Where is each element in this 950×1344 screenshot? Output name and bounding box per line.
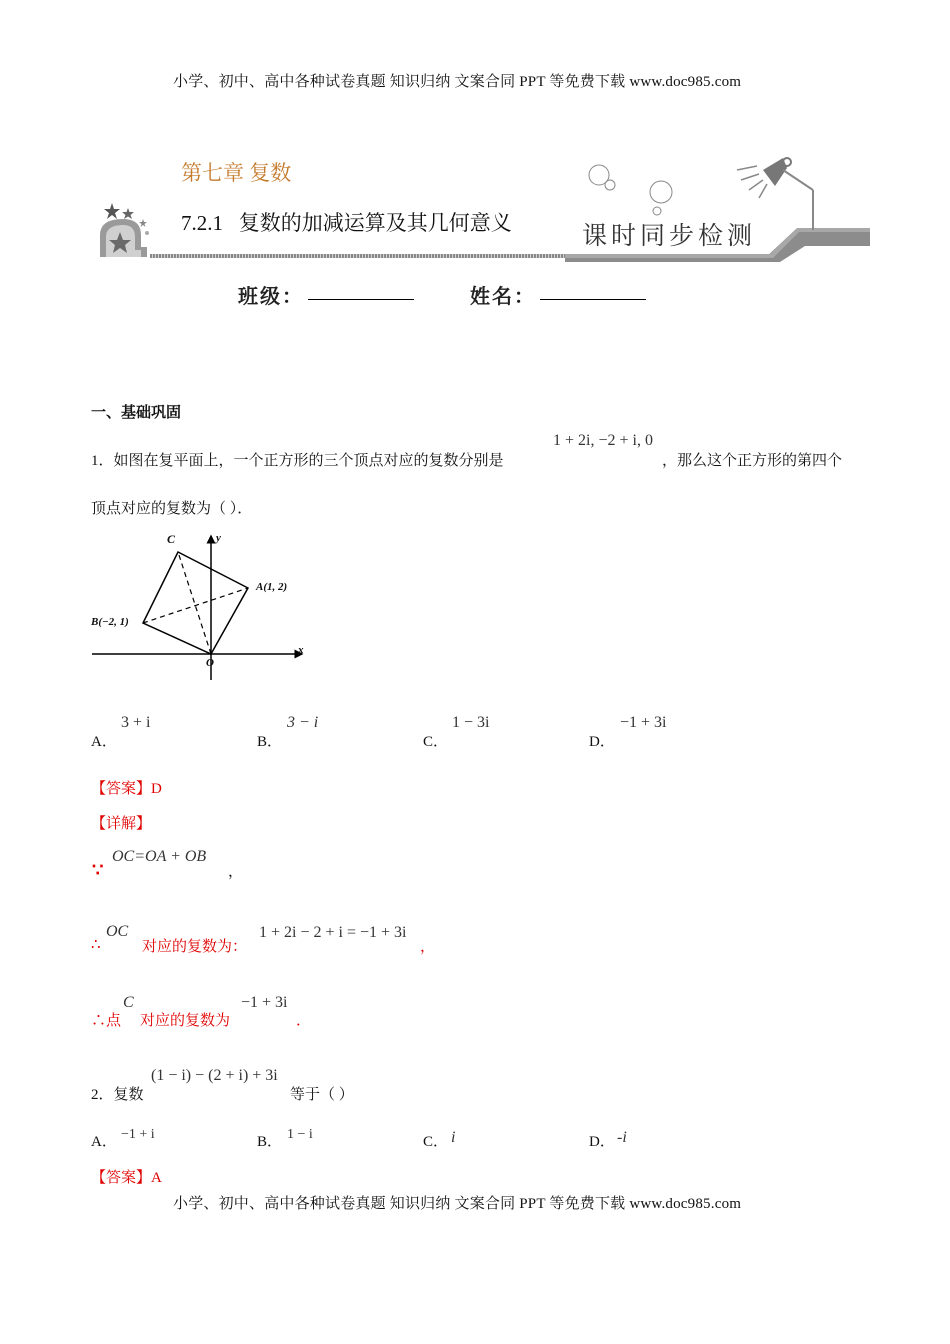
q1-option-a-key: A． [91, 734, 117, 750]
q1-option-c[interactable]: 1 − 3i [452, 714, 490, 731]
header-watermark: 小学、初中、高中各种试卷真题 知识归纳 文案合同 PPT 等免费下载 www.doc985.com [173, 74, 742, 90]
q1-step2-end: ， [420, 939, 436, 955]
q1-detail-label: 【详解】 [91, 816, 152, 832]
q2-option-d-key: D． [589, 1134, 615, 1150]
q2-text: 2．复数 [91, 1087, 144, 1103]
q1-answer: 【答案】D [91, 781, 162, 797]
q1-step3-text: 对应的复数为 [140, 1013, 231, 1029]
q1-step1-math: OC=OA + OB [112, 848, 207, 865]
q1-step2-math: 1 + 2i − 2 + i = −1 + 3i [259, 924, 407, 941]
q1-option-b[interactable]: 3 − i [287, 714, 319, 731]
q2-text-post: 等于（ ） [290, 1087, 354, 1103]
complex-plane-square-diagram [88, 530, 310, 685]
banner-title: 课时同步检测 [582, 221, 757, 250]
chapter-banner [95, 140, 870, 265]
q1-step3-sym: ∴点 [91, 1013, 122, 1029]
chapter-title: 第七章 复数 [181, 161, 292, 185]
q2-option-b-key: B． [257, 1134, 283, 1150]
q1-step2-oc: OC [106, 923, 129, 940]
q1-text-post: ，那么这个正方形的第四个 [662, 453, 843, 469]
q2-option-c-key: C． [423, 1134, 449, 1150]
footer-watermark: 小学、初中、高中各种试卷真题 知识归纳 文案合同 PPT 等免费下载 www.doc985.com [173, 1196, 742, 1212]
q1-step3-end: ． [296, 1013, 312, 1029]
name-input[interactable] [540, 298, 646, 300]
therefore-symbol: ∴ [91, 937, 101, 953]
q1-math-vertices: 1 + 2i, −2 + i, 0 [553, 432, 653, 449]
label-x: x [298, 644, 304, 656]
q1-option-a[interactable]: 3 + i [121, 714, 151, 731]
because-symbol: ∵ [92, 860, 104, 880]
q1-step3-math: −1 + 3i [241, 994, 288, 1011]
q1-step3-c: C [123, 994, 134, 1011]
section-title: 一、基础巩固 [91, 403, 182, 421]
q2-option-d[interactable]: -i [617, 1129, 627, 1146]
q1-text-line2: 顶点对应的复数为（ ）． [91, 501, 253, 517]
banner-divider [150, 254, 590, 258]
label-b: B(−2, 1) [91, 616, 129, 628]
label-a: A(1, 2) [256, 581, 288, 593]
q1-option-c-key: C． [423, 734, 449, 750]
q1-option-d[interactable]: −1 + 3i [620, 714, 667, 731]
q2-option-b[interactable]: 1 − i [287, 1127, 313, 1142]
q1-step1-end: ， [228, 864, 244, 880]
q1-text: 1．如图在复平面上，一个正方形的三个顶点对应的复数分别是 [91, 453, 504, 469]
class-label: 班级： [238, 286, 304, 308]
q2-math: (1 − i) − (2 + i) + 3i [151, 1067, 278, 1084]
label-o: O [206, 657, 214, 669]
class-input[interactable] [308, 298, 414, 300]
q1-option-b-key: B． [257, 734, 283, 750]
q1-figure [88, 530, 310, 685]
name-label: 姓名： [470, 286, 536, 308]
q2-option-a-key: A． [91, 1134, 117, 1150]
q2-option-c[interactable]: i [451, 1129, 456, 1146]
q1-step2-text: 对应的复数为： [142, 939, 248, 955]
lesson-title: 7.2.1 复数的加减运算及其几何意义 [181, 211, 512, 235]
q2-option-a[interactable]: −1 + i [121, 1127, 155, 1142]
label-y: y [216, 532, 221, 544]
q1-option-d-key: D． [589, 734, 615, 750]
q2-answer: 【答案】A [91, 1170, 162, 1186]
label-c: C [167, 532, 176, 546]
